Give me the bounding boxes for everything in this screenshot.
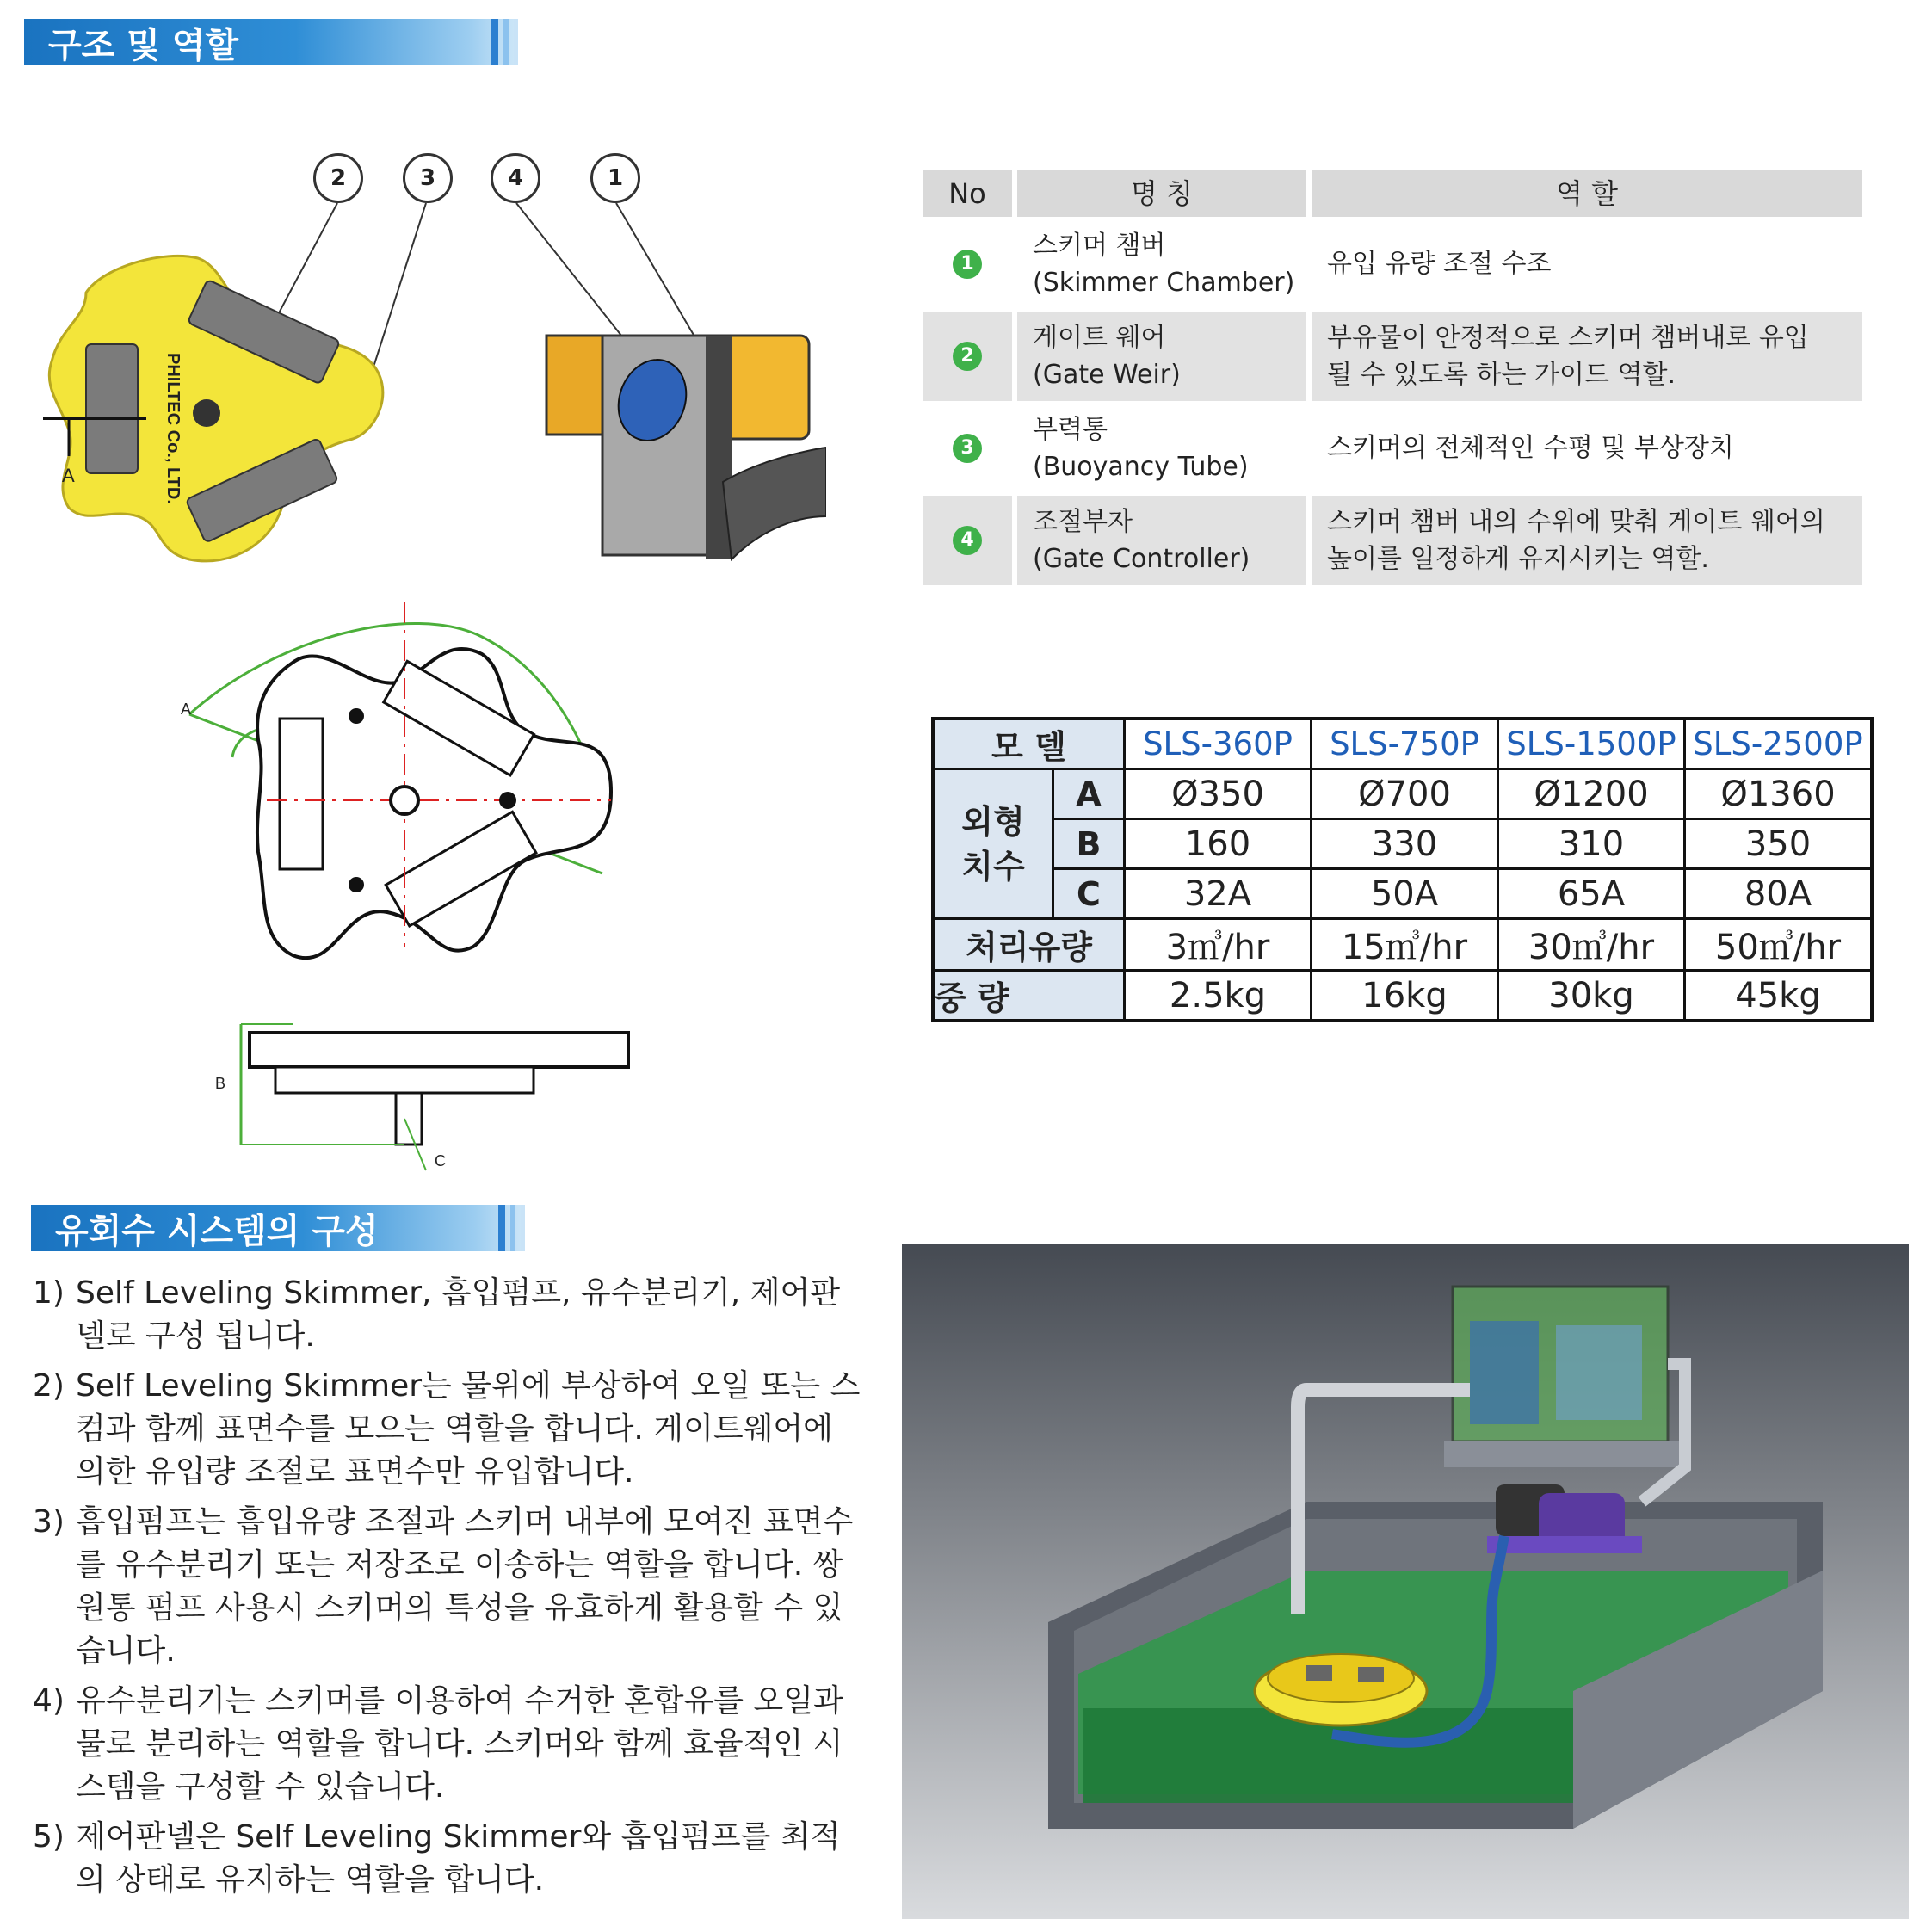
spec-value: 3㎥/hr bbox=[1125, 919, 1312, 971]
number-badge-4: 4 bbox=[953, 526, 982, 555]
spec-value: 65A bbox=[1498, 869, 1685, 919]
spec-model-row bbox=[933, 719, 1872, 769]
model-name: SLS-750P bbox=[1312, 719, 1498, 769]
spec-value: 2.5kg bbox=[1125, 971, 1312, 1022]
list-item: 4) 유수분리기는 스키머를 이용하여 수거한 혼합유를 오일과 물로 분리하는 역할을 합니다. 스키머와 함께 효율적인 시스템을 구성할 수 있습니다. bbox=[33, 1683, 843, 1805]
section-title-text: 유회수 시스템의 구성 bbox=[55, 1211, 379, 1251]
parts-row-2 bbox=[923, 312, 1862, 401]
model-name: SLS-360P bbox=[1125, 719, 1312, 769]
list-item: 3) 흡입펌프는 흡입유량 조절과 스키머 내부에 모여진 표면수를 유수분리기 또는 저장조로 이송하는 역할을 합니다. 쌍원통 펌프 사용시 스키머의 특성을 유효하게 활용할 수 있습니다. bbox=[33, 1504, 854, 1669]
brand-text: PHILTEC Co., LTD. bbox=[164, 353, 182, 504]
dimension-label-a-top: A bbox=[62, 465, 75, 486]
spec-value: Ø1360 bbox=[1685, 769, 1873, 819]
system-3d-illustration bbox=[902, 1244, 1909, 1919]
flow-label: 처리유량 bbox=[933, 919, 1125, 971]
part-name-ko: 게이트 웨어 bbox=[1033, 322, 1166, 353]
parts-table-header bbox=[923, 170, 1862, 217]
part-name-en: (Skimmer Chamber) bbox=[1033, 268, 1295, 298]
part-name-ko: 조절부자 bbox=[1033, 506, 1133, 537]
part-role: 스키머 챔버 내의 수위에 맞춰 게이트 웨어의 bbox=[1327, 506, 1825, 537]
callout-4: 4 bbox=[491, 153, 540, 203]
spec-value: 350 bbox=[1685, 819, 1873, 869]
part-name-en: (Gate Controller) bbox=[1033, 544, 1250, 574]
spec-value: 50㎥/hr bbox=[1685, 919, 1873, 971]
part-role-line2: 될 수 있도록 하는 가이드 역할. bbox=[1327, 360, 1676, 390]
callout-1: 1 bbox=[590, 153, 640, 203]
spec-value: 30kg bbox=[1498, 971, 1685, 1022]
part-name-ko: 스키머 챔버 bbox=[1033, 230, 1166, 261]
dim-label-b: B bbox=[1053, 819, 1125, 869]
number-badge-2: 2 bbox=[953, 342, 982, 371]
banner-decoration bbox=[491, 19, 518, 65]
spec-table bbox=[931, 717, 1874, 1022]
header-role: 역 할 bbox=[1312, 170, 1862, 217]
dimension-label-c: C bbox=[435, 1152, 446, 1170]
spec-value: 15㎥/hr bbox=[1312, 919, 1498, 971]
spec-flow-row bbox=[933, 919, 1872, 971]
spec-value: 30㎥/hr bbox=[1498, 919, 1685, 971]
callout-3: 3 bbox=[403, 153, 453, 203]
number-badge-3: 3 bbox=[953, 434, 982, 463]
spec-value: Ø1200 bbox=[1498, 769, 1685, 819]
spec-dim-row-a bbox=[933, 769, 1872, 819]
section-title-text: 구조 및 역할 bbox=[48, 25, 239, 65]
dimension-label-b: B bbox=[215, 1075, 226, 1092]
spec-weight-row bbox=[933, 971, 1872, 1022]
header-name: 명 칭 bbox=[1017, 170, 1306, 217]
dimension-group-label: 외형 치수 bbox=[933, 769, 1053, 919]
spec-value: 330 bbox=[1312, 819, 1498, 869]
spec-value: 50A bbox=[1312, 869, 1498, 919]
spec-dim-row-b bbox=[933, 819, 1872, 869]
skimmer-dimension-drawing bbox=[172, 602, 654, 1188]
model-name: SLS-1500P bbox=[1498, 719, 1685, 769]
spec-value: 80A bbox=[1685, 869, 1873, 919]
section-title-structure bbox=[24, 19, 518, 65]
part-role: 부유물이 안정적으로 스키머 챔버내로 유입 bbox=[1327, 322, 1809, 353]
dim-label-c: C bbox=[1053, 869, 1125, 919]
spec-value: 32A bbox=[1125, 869, 1312, 919]
part-name-en: (Buoyancy Tube) bbox=[1033, 452, 1249, 482]
section-title-system bbox=[31, 1205, 525, 1251]
parts-row-4 bbox=[923, 496, 1862, 585]
part-name-ko: 부력통 bbox=[1033, 414, 1108, 445]
model-label: 모 델 bbox=[933, 719, 1125, 769]
spec-value: Ø350 bbox=[1125, 769, 1312, 819]
spec-value: 45kg bbox=[1685, 971, 1873, 1022]
dimension-label-a: A bbox=[181, 701, 192, 718]
list-item: 5) 제어판넬은 Self Leveling Skimmer와 흡입펌프를 최적의 상태로 유지하는 역할을 합니다. bbox=[33, 1819, 841, 1898]
spec-value: 16kg bbox=[1312, 971, 1498, 1022]
spec-value: Ø700 bbox=[1312, 769, 1498, 819]
model-name: SLS-2500P bbox=[1685, 719, 1873, 769]
weight-label: 중 량 bbox=[933, 971, 1125, 1022]
list-item: 1) Self Leveling Skimmer, 흡입펌프, 유수분리기, 제어판넬로 구성 됩니다. bbox=[33, 1275, 841, 1354]
part-role: 유입 유량 조절 수조 bbox=[1327, 249, 1552, 280]
spec-value: 310 bbox=[1498, 819, 1685, 869]
skimmer-top-view-image bbox=[34, 198, 826, 594]
parts-row-1 bbox=[923, 222, 1862, 306]
parts-row-3 bbox=[923, 406, 1862, 491]
part-name-en: (Gate Weir) bbox=[1033, 360, 1181, 390]
spec-dim-row-c bbox=[933, 869, 1872, 919]
part-role: 스키머의 전체적인 수평 및 부상장치 bbox=[1327, 433, 1734, 464]
list-item: 2) Self Leveling Skimmer는 물위에 부상하여 오일 또는 스컴과 함께 표면수를 모으는 역할을 합니다. 게이트웨어에 의한 유입량 조절로 표면수만 유입합니다. bbox=[33, 1368, 861, 1490]
parts-table bbox=[923, 170, 1862, 590]
banner-decoration bbox=[498, 1205, 525, 1251]
spec-value: 160 bbox=[1125, 819, 1312, 869]
dim-label-a: A bbox=[1053, 769, 1125, 819]
part-role-line2: 높이를 일정하게 유지시키는 역할. bbox=[1327, 544, 1709, 574]
number-badge-1: 1 bbox=[953, 250, 982, 279]
header-no: No bbox=[923, 170, 1012, 217]
callout-2: 2 bbox=[313, 153, 363, 203]
system-description-list bbox=[33, 1272, 867, 1909]
